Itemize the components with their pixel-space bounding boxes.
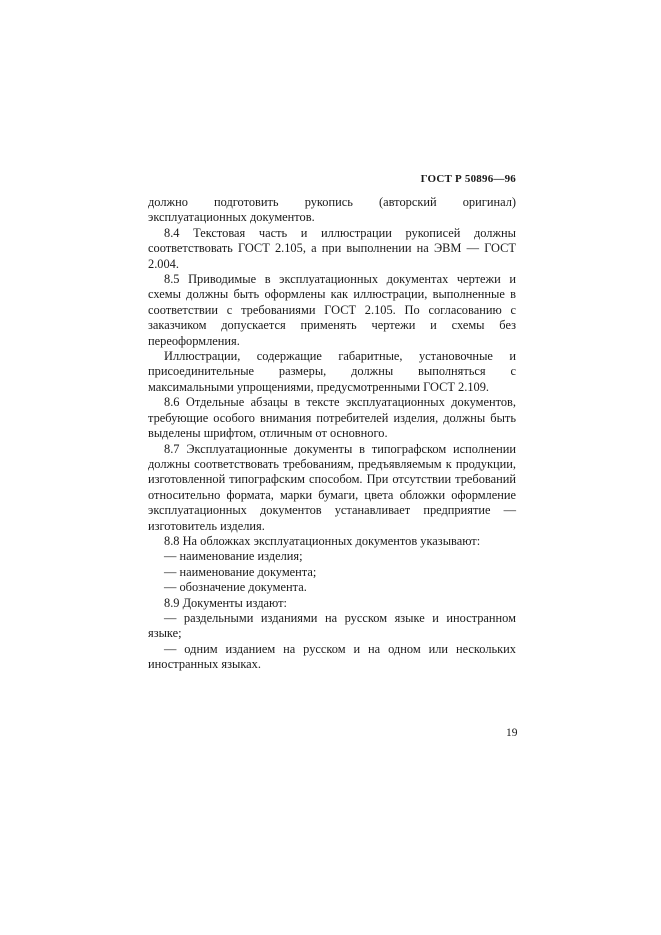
list-item: — наименование документа; [164,564,317,579]
paragraph-8-4: 8.4 Текстовая часть и иллюстрации рукописей должны соответствовать ГОСТ 2.105, а при выполнении на ЭВМ — ГОСТ 2.004. [148,225,516,271]
document-body [148,195,516,673]
paragraph-continuation: должно подготовить рукопись (авторский оригинал) эксплуатационных документов. [148,195,516,225]
page-number: 19 [506,727,518,739]
paragraph-8-7: 8.7 Эксплуатационные документы в типографском исполнении должны соответствовать требованиям, предъявляемым к продукции, изготовленной типографским способом. При отсутствии требований относительно формата, марки бумаги, цвета обложки оформление эксплуатационных документов устанавливает предприятие — изготовитель изделия. [148,441,516,533]
list-item: — раздельными изданиями на русском языке и иностранном языке; [148,610,516,641]
list-item: — одним изданием на русском и на одном или нескольких иностранных языках. [148,641,516,672]
paragraph-8-6: 8.6 Отдельные абзацы в тексте эксплуатационных документов, требующие особого внимания потребителей изделия, должны быть выделены шрифтом, отличным от основного. [148,395,516,441]
paragraph-8-5: 8.5 Приводимые в эксплуатационных документах чертежи и схемы должны быть оформлены как иллюстрации, выполненные в соответствии с требованиями ГОСТ 2.105. По согласованию с заказчиком допускается применять чертежи и схемы без переоформления. [148,272,516,348]
list-item: — наименование изделия; [164,549,303,564]
list-item: — обозначение документа. [164,580,307,595]
paragraph-illustrations: Иллюстрации, содержащие габаритные, установочные и присоединительные размеры, должны выполняться с максимальными упрощениями, предусмотренными ГОСТ 2.109. [148,349,516,394]
paragraph-8-8: 8.8 На обложках эксплуатационных документов указывают: [164,533,481,548]
document-code: ГОСТ Р 50896—96 [420,173,516,185]
paragraph-8-9: 8.9 Документы издают: [164,595,287,610]
